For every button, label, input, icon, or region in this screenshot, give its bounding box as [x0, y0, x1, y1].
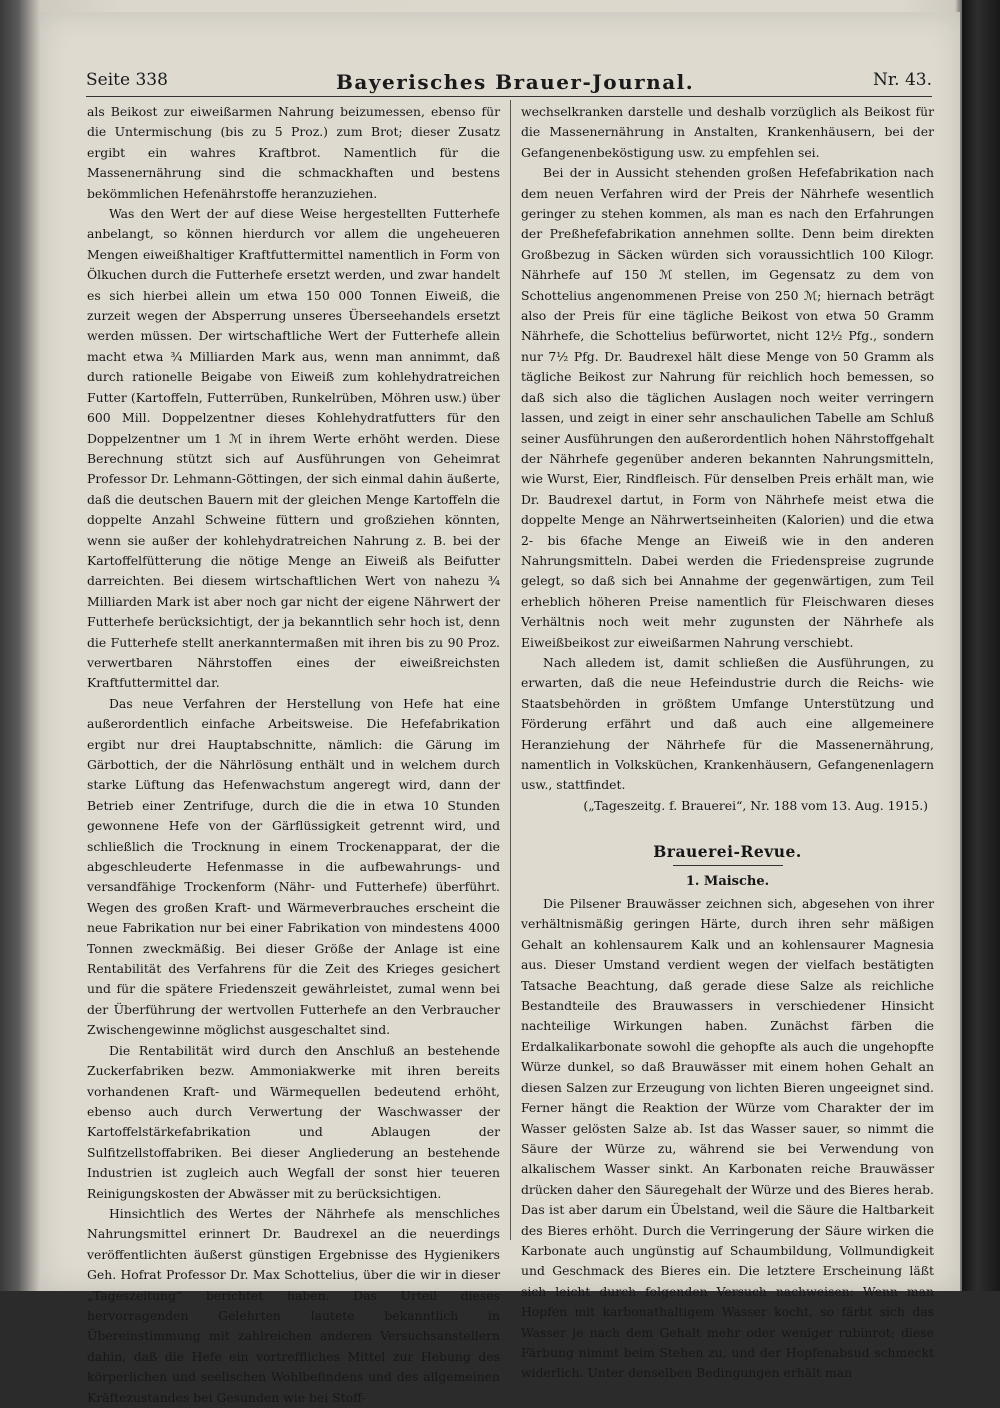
page-number: Seite 338 [86, 70, 168, 90]
paragraph: Die Rentabilität wird durch den Anschluß an bestehende Zuckerfabriken bezw. Ammoniakwerke mit ihren bereits vorhandenen Kraft- und Wärmequellen bedeutend erhöht, ebenso auch durch Verwertung der Waschwasser der Kartoffelstärkefabrikation und Ablaugen der Sulfitzellstoffabriken. Bei dieser Angliederung an bestehende Industrien ist zugleich auch Wegfall der sonst hier teueren Reinigungskosten der Abwässer mit zu berücksichtigen. [87, 1042, 500, 1201]
right-column [521, 102, 934, 1381]
issue-number: Nr. 43. [873, 70, 932, 90]
left-column [87, 102, 500, 1405]
paragraph: Die Pilsener Brauwässer zeichnen sich, abgesehen von ihrer verhältnismäßig geringen Härte, durch ihren sehr mäßigen Gehalt an kohlensaurem Kalk und an kohlensaurer Magnesia aus. Dieser Umstand verdient wegen der vielfach bestätigten Tatsache Beachtung, daß gerade diese Salze als reichliche Bestandteile des Brauwassers in verschiedener Hinsicht nachteilige Wirkungen haben. Zunächst färben die Erdalkalikarbonate sowohl die gehopfte als auch die ungehopfte Würze dunkel, so daß Brauwässer mit einem hohen Gehalt an diesen Salzen zur Erzeugung von lichten Bieren ungeeignet sind. Ferner hängt die Reaktion der Würze vom Charakter der im Wasser gelösten Salze ab. Ist das Wasser sauer, so nimmt die Säure der Würze zu, während sie bei Verwendung von alkalischem Wasser sinkt. An Karbonaten reiche Brauwässer drücken daher den Säuregehalt der Würze und des Bieres herab. Das ist aber darum ein Übelstand, weil die Säure die Haltbarkeit des Bieres erhöht. Durch die Verringerung der Säure wirken die Karbonate auch ungünstig auf Schaumbildung, Vollmundigkeit und Geschmack des Bieres ein. Die letztere Erscheinung läßt sich leicht durch folgenden Versuch nachweisen: Wenn man Hopfen mit karbonathaltigem Wasser kocht, so färbt sich das Wasser je nach dem Gehalt mehr oder weniger rubinrot; diese Färbung nimmt beim Stehen zu, und der Hopfenabsud schmeckt widerlich. Unter denselben Bedingungen erhält man [521, 896, 934, 1381]
section-title: Brauerei-Revue. [653, 842, 802, 862]
paragraph: Hinsichtlich des Wertes der Nährhefe als menschliches Nahrungsmittel erinnert Dr. Baudrexel an die neuerdings veröffentlichten äußerst günstigen Ergebnisse des Hygienikers Geh. Hofrat Professor Dr. Max Schottelius, über die wir in dieser „Tageszeitung“ berichtet haben. Das Urteil dieses hervorragenden Gelehrten lautete bekanntlich in Übereinstimmung mit zahlreichen anderen Versuchsanstellern dahin, daß die Hefe ein vortreffliches Mittel zur Hebung des körperlichen und seelischen Wohlbefindens und des allgemeinen Kräftezustandes bei Gesunden wie bei Stoff- [87, 1205, 500, 1405]
journal-title: Bayerisches Brauer-Journal. [336, 70, 695, 94]
section-rule [673, 865, 783, 866]
paragraph: wechselkranken darstelle und deshalb vorzüglich als Beikost für die Massenernährung in Anstalten, Krankenhäusern, bei der Gefangenenbeköstigung usw. zu empfehlen sei. [521, 104, 934, 160]
paragraph: als Beikost zur eiweißarmen Nahrung beizumessen, ebenso für die Untermischung (bis zu 5 Proz.) zum Brot; dieser Zusatz ergibt ein wahres Kraftbrot. Namentlich für die Massenernährung sind die schmackhaften und bestens bekömmlichen Hefenährstoffe heranzuziehen. [87, 104, 500, 201]
paragraph: Was den Wert der auf diese Weise hergestellten Futterhefe anbelangt, so können hierdurch vor allem die ungeheueren Mengen eiweißhaltiger Kraftfuttermittel namentlich in Form von Ölkuchen durch die Futterhefe ersetzt werden, und zwar handelt es sich hierbei allein um etwa 150 000 Tonnen Eiweiß, die zurzeit wegen der Absperrung unseres Überseehandels ersetzt werden müssen. Der wirtschaftliche Wert der Futterhefe allein macht etwa ¾ Milliarden Mark aus, wenn man annimmt, daß durch rationelle Beigabe von Eiweiß zum kohlehydratreichen Futter (Kartoffeln, Futterrüben, Runkelrüben, Möhren usw.) über 600 Mill. Doppelzentner dieses Kohlehydratfutters für den Doppelzentner um 1 ℳ in ihrem Werte erhöht werden. Diese Berechnung stützt sich auf Ausführungen von Geheimrat Professor Dr. Lehmann-Göttingen, der sich einmal dahin äußerte, daß die deutschen Bauern mit der gleichen Menge Kartoffeln die doppelte Anzahl Schweine füttern und großziehen könnten, wenn sie außer der kohlehydratreichen Nahrung z. B. bei der Kartoffelfütterung die nötige Menge an Eiweiß als Beifutter darreichten. Bei diesem wirtschaftlichen Wert von nahezu ¾ Milliarden Mark ist aber noch gar nicht der eigene Nährwert der Futterhefe berücksichtigt, der ja bekanntlich sehr hoch ist, denn die Futterhefe stellt anerkanntermaßen mit ihren bis zu 90 Proz. verwertbaren Nährstoffen eines der eiweißreichsten Kraftfuttermittel dar. [87, 206, 500, 691]
book-edge [962, 0, 1000, 1291]
paragraph: Nach alledem ist, damit schließen die Ausführungen, zu erwarten, daß die neue Hefeindustrie durch die Reichs- wie Staatsbehörden in größtem Umfange Unterstützung und Förderung erfährt und daß auch eine allgemeinere Heranziehung der Nährhefe für die Massenernährung, namentlich in Volksküchen, Krankenhäusern, Gefangenenlagern usw., stattfindet. [521, 654, 934, 793]
running-head [86, 70, 932, 96]
column-divider [510, 100, 511, 1240]
paragraph: Das neue Verfahren der Herstellung von Hefe hat eine außerordentlich einfache Arbeitsweise. Die Hefefabrikation ergibt nur drei Hauptabschnitte, nämlich: die Gärung im Gärbottich, der die Nährlösung enthält und in welchem durch starke Lüftung das Hefenwachstum angeregt wird, dann der Betrieb einer Zentrifuge, durch die die in etwa 10 Stunden gewonnene Hefe von der Gärflüssigkeit getrennt wird, und schließlich die Trocknung in einem Trockenapparat, der die abgeschleuderte Hefenmasse in die aufbewahrungs- und versandfähige Trockenform (Nähr- und Futterhefe) überführt. Wegen des großen Kraft- und Wärmeverbrauches erscheint die neue Fabrikation nur bei einer Fabrikation von mindestens 4000 Tonnen zweckmäßig. Bei dieser Größe der Anlage ist eine Rentabilität des Verfahrens für die Zeit des Krieges gesichert und für die spätere Friedenszeit gewährleistet, zumal wenn bei der Überführung der wertvollen Futterhefe an den Verbraucher Zwischengewinne möglichst ausgeschaltet sind. [87, 695, 500, 1038]
header-rule [86, 96, 932, 97]
subsection-title: 1. Maische. [685, 873, 770, 889]
paragraph: Bei der in Aussicht stehenden großen Hefefabrikation nach dem neuen Verfahren wird der Preis der Nährhefe wesentlich geringer zu stehen kommen, als man es nach den Erfahrungen der Preßhefefabrikation annehmen sollte. Denn beim direkten Großbezug in Säcken würden sich voraussichtlich 100 Kilogr. Nährhefe auf 150 ℳ stellen, im Gegensatz zu dem von Schottelius angenommenen Preise von 250 ℳ; hiernach beträgt also der Preis für eine tägliche Beikost von etwa 50 Gramm Nährhefe, die Schottelius befürwortet, nicht 12½ Pfg., sondern nur 7½ Pfg. Dr. Baudrexel hält diese Menge von 50 Gramm als tägliche Beikost zur Nahrung für reichlich hoch bemessen, so daß sich also die täglichen Auslagen noch weiter verringern lassen, und zeigt in einer sehr anschaulichen Tabelle am Schluß seiner Ausführungen den außerordentlich hohen Nährstoffgehalt der Nährhefe gegenüber anderen bekannten Nahrungsmitteln, wie Wurst, Eier, Rindfleisch. Für denselben Preis erhält man, wie Dr. Baudrexel dartut, in Form von Nährhefe meist etwa die doppelte Menge an Nährwertseinheiten (Kalorien) und die etwa 2- bis 6fache Menge an Eiweiß wie in den anderen Nahrungsmitteln. Dabei werden die Friedenspreise zugrunde gelegt, so daß sich bei Annahme der gegenwärtigen, zum Teil erheblich höheren Preise namentlich für Fleischwaren dieses Verhältnis noch weit mehr zugunsten der Nährhefe als Eiweißbeikost zur eiweißarmen Nahrung verschiebt. [521, 165, 934, 650]
source-citation: („Tageszeitg. f. Brauerei“, Nr. 188 vom 13. Aug. 1915.) [583, 797, 928, 813]
